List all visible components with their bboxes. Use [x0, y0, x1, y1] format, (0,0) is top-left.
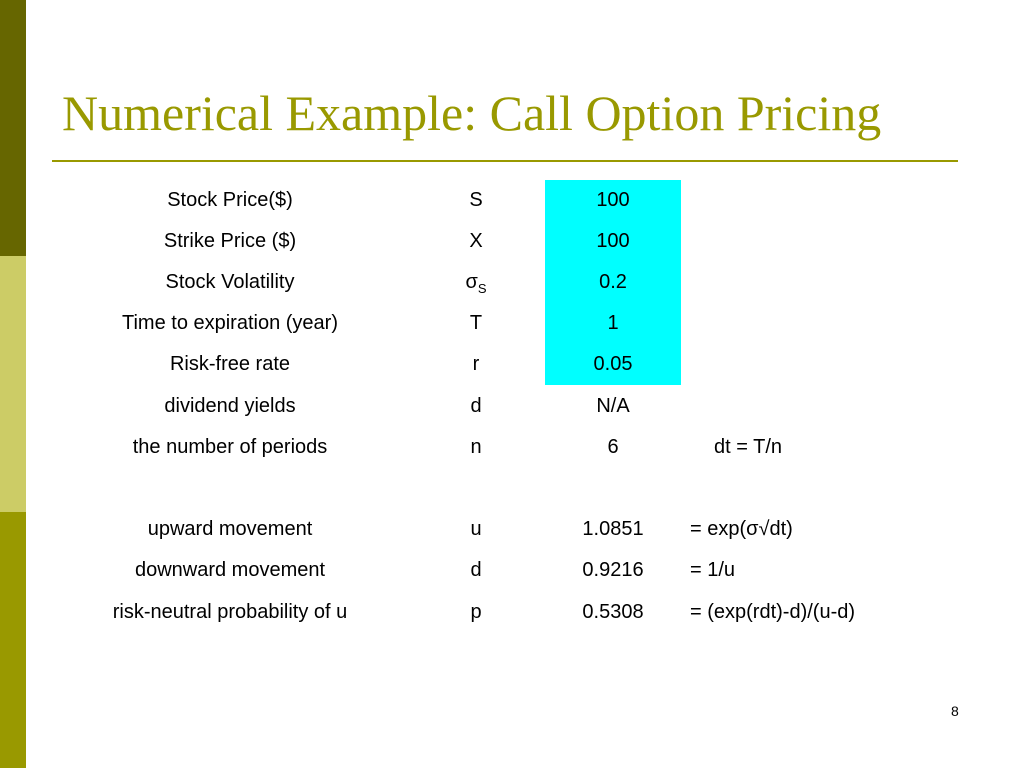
table-row — [0, 509, 1024, 550]
param-value: N/A — [596, 395, 630, 417]
table-row — [0, 592, 1024, 633]
table-row — [0, 550, 1024, 591]
param-value: 6 — [607, 436, 619, 458]
param-value: 0.05 — [545, 344, 681, 385]
table-row — [0, 427, 1024, 468]
table-row — [0, 303, 1024, 344]
param-value: 0.2 — [545, 262, 681, 303]
param-label: Time to expiration (year) — [122, 312, 338, 334]
param-value: 100 — [545, 180, 681, 221]
param-note: = 1/u — [690, 559, 736, 581]
page-number: 8 — [951, 703, 959, 719]
param-symbol: n — [470, 436, 482, 458]
param-label: upward movement — [147, 518, 313, 540]
param-value: 1 — [545, 303, 681, 344]
table-row — [0, 262, 1024, 303]
param-label: Risk-free rate — [169, 353, 291, 375]
param-label: dividend yields — [164, 395, 296, 417]
symbol-subscript: S — [477, 281, 487, 296]
param-value: 0.5308 — [582, 601, 644, 623]
param-label: Stock Price($) — [167, 189, 293, 211]
table-row — [0, 180, 1024, 221]
table-row — [0, 344, 1024, 385]
param-note: = (exp(rdt)-d)/(u-d) — [690, 601, 856, 623]
param-symbol: u — [470, 518, 482, 540]
param-label: risk-neutral probability of u — [112, 601, 348, 623]
param-symbol: X — [469, 230, 483, 252]
param-value: 0.9216 — [582, 559, 644, 581]
param-label: Stock Volatility — [165, 271, 295, 293]
param-symbol: S — [469, 189, 483, 211]
param-label: downward movement — [134, 559, 326, 581]
param-symbol: T — [469, 312, 483, 334]
table-row — [0, 221, 1024, 262]
title-underline — [52, 160, 958, 162]
param-label: the number of periods — [132, 436, 328, 458]
param-label: Strike Price ($) — [163, 230, 297, 252]
param-symbol: d — [470, 395, 482, 417]
param-symbol: r — [472, 353, 480, 375]
param-note: = exp(σ√dt) — [690, 518, 793, 540]
param-value: 100 — [545, 221, 681, 262]
param-symbol — [446, 262, 506, 303]
param-symbol: d — [470, 559, 482, 581]
slide-title: Numerical Example: Call Option Pricing — [62, 85, 882, 141]
param-value: 1.0851 — [582, 518, 644, 540]
table-row — [0, 386, 1024, 427]
param-symbol: p — [470, 601, 482, 623]
symbol-main: σ — [465, 271, 478, 293]
param-note: dt = T/n — [714, 436, 783, 458]
